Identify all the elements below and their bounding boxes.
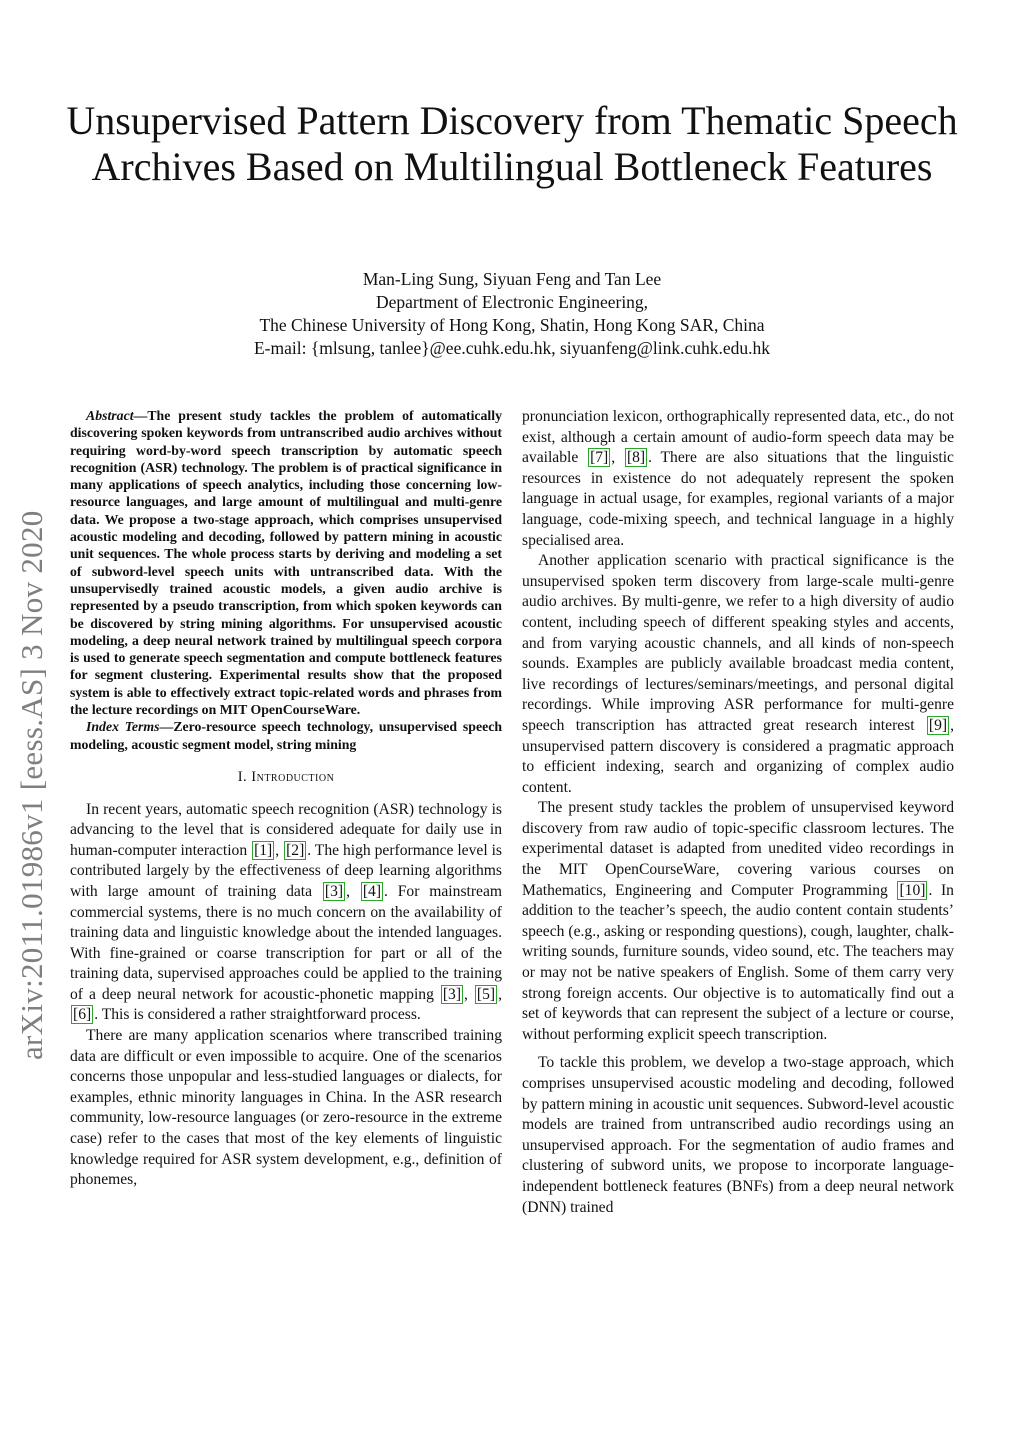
intro-paragraph-2: There are many application scenarios where transcribed training data are difficult or even impossible to acquire. One of the scenarios concerns those unpopular and less-studied languages or dialects, for examples, ethnic minority languages in China. In the ASR research community, low-resource languages (or zero-resource in the extreme case) refer to the cases that most of the key elements of linguistic knowledge required for ASR system development, e.g., definition of phonemes,: [70, 1027, 502, 1189]
text-run: ,: [346, 882, 360, 900]
abstract-text: —The present study tackles the problem of automatically discovering spoken keywords from untranscribed audio archives without requiring word-by-word speech transcription by automatic speech recognition (ASR) technology. The problem is of practical significance in many applications of speech analytics, including those concerning low-resource languages, and large amount of multilingual and multi-genre data. We propose a two-stage approach, which comprises unsupervised acoustic modeling and decoding, followed by pattern mining in acoustic unit sequences. The whole process starts by deriving and modeling a set of subword-level speech units with untranscribed data. With the unsupervisedly trained acoustic models, a given audio archive is represented by a pseudo transcription, from which spoken keywords can be discovered by string mining algorithms. For unsupervised acoustic modeling, a deep neural network trained by multilingual speech corpora is used to generate speech segmentation and compute bottleneck features for segment clustering. Experimental results show that the proposed system is able to effectively extract topic-related words and phrases from the lecture recordings on MIT OpenCourseWare.: [70, 408, 502, 718]
citation-link[interactable]: [7]: [590, 449, 609, 467]
citation-link[interactable]: [3]: [324, 882, 344, 900]
section-heading-introduction: I. Introduction: [237, 768, 335, 785]
right-paragraph-2: [522, 551, 954, 798]
citation-link[interactable]: [3]: [442, 985, 462, 1003]
right-paragraph-1: [522, 407, 954, 551]
text-run: . For mainstream commercial systems, there is no much concern on the availability of training data and linguistic knowledge about the intended languages. With fine-grained or coarse transcription for part or all of the training data, supervised approaches could be applied to the training of a deep neural network for acoustic-phonetic mapping: [70, 882, 503, 1003]
abstract-paragraph: [70, 407, 502, 718]
author-block: [60, 268, 964, 360]
index-terms: [70, 718, 502, 753]
text-run: . There are also situations that the linguistic resources in existence do not adequately represent the spoken language in actual usage, for examples, regional variants of a major language, code-mixing speech, and technical language in a highly specialised area.: [522, 449, 954, 549]
author-email: E-mail: {mlsung, tanlee}@ee.cuhk.edu.hk, siyuanfeng@link.cuhk.edu.hk: [253, 338, 771, 358]
text-run: ,: [464, 985, 474, 1003]
text-run: , unsupervised pattern discovery is considered a pragmatic approach to efficient indexing, search and organizing of complex audio content.: [522, 716, 954, 796]
index-terms-text: —Zero-resource speech technology, unsupervised speech modeling, acoustic segment model, string mining: [70, 719, 502, 752]
text-run: ,: [611, 449, 624, 467]
left-column: [70, 407, 502, 1191]
text-run: In recent years, automatic speech recognition (ASR) technology is advancing to the level that is considered adequate for daily use in human-computer interaction: [70, 800, 502, 859]
citation-link[interactable]: [5]: [476, 985, 496, 1003]
citation-link[interactable]: [1]: [254, 841, 273, 859]
text-run: ,: [498, 985, 503, 1003]
citation-link[interactable]: [6]: [73, 1006, 92, 1024]
citation-link[interactable]: [4]: [362, 882, 382, 900]
right-paragraph-3: [522, 798, 954, 1045]
author-names: Man-Ling Sung, Siyuan Feng and Tan Lee: [362, 269, 662, 289]
text-run: Another application scenario with practical significance is the unsupervised spoken term discovery from large-scale multi-genre audio archives. By multi-genre, we refer to a high diversity of audio content, including speech of different speaking styles and accents, and from varying acoustic channels, and all kinds of non-speech sounds. Examples are publicly available broadcast media content, live recordings of lectures/seminars/meetings, and personal digital recordings. While improving ASR performance for multi-genre speech transcription has attracted great research interest: [522, 552, 954, 734]
author-university: The Chinese University of Hong Kong, Shatin, Hong Kong SAR, China: [259, 315, 765, 335]
text-run: . In addition to the teacher’s speech, the audio content contain students’ speech (e.g., asking or responding questions), cough, laughter, chalk-writing sounds, furniture sounds, video sound, etc. The teachers may or may not be native speakers of English. Some of them carry very strong foreign accents. Our objective is to automatically find out a set of keywords that can represent the subject of a lecture or course, without performing explicit speech transcription.: [522, 881, 954, 1043]
text-run: . The high performance level is contributed largely by the effectiveness of deep learning algorithms with large amount of training data: [70, 841, 502, 900]
intro-paragraph-1: [70, 800, 502, 1027]
text-run: The present study tackles the problem of unsupervised keyword discovery from raw audio of topic-specific classroom lectures. The experimental dataset is adapted from unedited video recordings in the MIT OpenCourseWare, covering various courses on Mathematics, Engineering and Computer Programming: [522, 799, 954, 899]
citation-link[interactable]: [10]: [899, 881, 926, 899]
citation-link[interactable]: [9]: [928, 716, 948, 734]
text-run: ,: [275, 841, 284, 859]
citation-link[interactable]: [2]: [286, 841, 305, 859]
paper-title: Unsupervised Pattern Discovery from Thematic Speech Archives Based on Multilingual Bottleneck Features: [66, 98, 958, 189]
author-department: Department of Electronic Engineering,: [375, 292, 649, 312]
index-terms-label: Index Terms: [86, 719, 160, 735]
right-paragraph-4: To tackle this problem, we develop a two-stage approach, which comprises unsupervised acoustic modeling and decoding, followed by pattern mining in acoustic unit sequences. Subword-level acoustic models are trained from untranscribed audio recordings using an unsupervised approach. For the segmentation of audio frames and clustering of subword units, we propose to incorporate language-independent bottleneck features (BNFs) from a deep neural network (DNN) trained: [522, 1054, 954, 1216]
abstract: [70, 407, 502, 753]
citation-link[interactable]: [8]: [626, 449, 646, 467]
abstract-label: Abstract: [86, 408, 134, 423]
text-run: . This is considered a rather straightforward process.: [94, 1006, 421, 1024]
right-column: [522, 407, 954, 1218]
arxiv-identifier: arXiv:2011.01986v1 [eess.AS] 3 Nov 2020: [14, 510, 49, 1060]
text-run: pronunciation lexicon, orthographically represented data, etc., do not exist, although a certain amount of audio-form speech data may be available: [522, 408, 954, 467]
